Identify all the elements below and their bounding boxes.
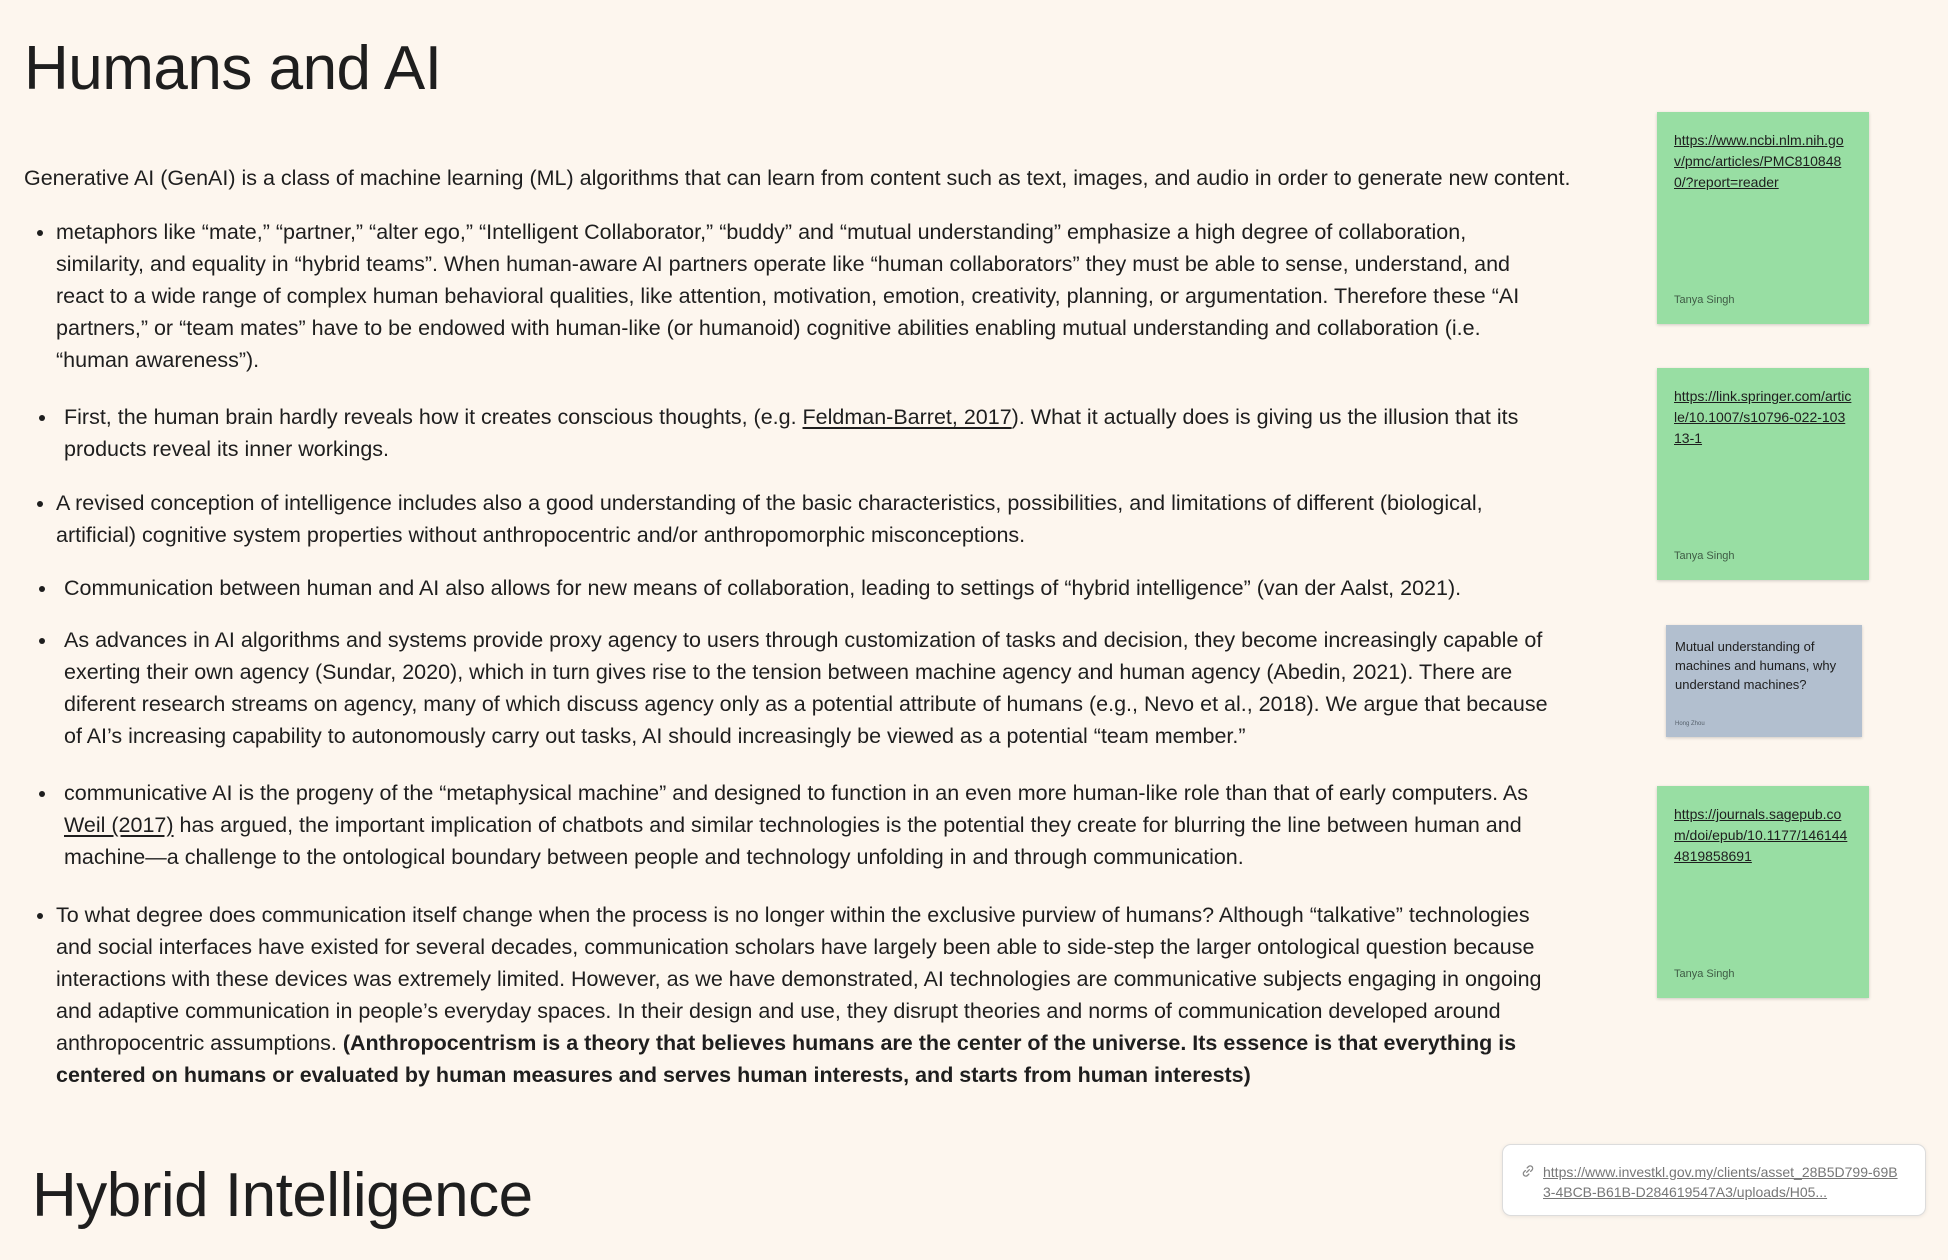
list-item	[24, 899, 1554, 1091]
bullet-text: A revised conception of intelligence includes also a good understanding of the basic characteristics, possibilities, and limitations of different (biological, artificial) cognitive system properties without anthropocentric and/or anthropomorphic misconceptions.	[56, 491, 1483, 547]
link-preview-card[interactable]	[1502, 1144, 1926, 1216]
citation-link-feldman[interactable]: Feldman-Barret, 2017	[802, 405, 1012, 429]
sticky-note-question[interactable]	[1666, 625, 1862, 737]
list-item	[24, 777, 1554, 873]
sticky-note-ncbi[interactable]	[1657, 112, 1869, 324]
bullet-text: has argued, the important implication of chatbots and similar technologies is the potential they create for blurring the line between human and machine—a challenge to the ontological boundary between people and technology unfolding in and through communication.	[64, 813, 1522, 869]
bullet-text: As advances in AI algorithms and systems provide proxy agency to users through customization of tasks and decision, they become increasingly capable of exerting their own agency (Sundar, 2020), which in turn gives rise to the tension between machine agency and human agency (Abedin, 2021). There are diferent research streams on agency, many of which discuss agency only as a potential attribute of humans (e.g., Nevo et al., 2018). We argue that because of AI’s increasing capability to autonomously carry out tasks, AI should increasingly be viewed as a potential “team member.”	[64, 628, 1548, 748]
note-text: Mutual understanding of machines and humans, why understand machines?	[1675, 639, 1837, 692]
page-title: Humans and AI	[24, 34, 442, 103]
citation-link-weil[interactable]: Weil (2017)	[64, 813, 174, 837]
note-author: Tanya Singh	[1674, 968, 1735, 980]
bullet-text: First, the human brain hardly reveals how it creates conscious thoughts, (e.g.	[64, 405, 803, 429]
list-item	[24, 572, 1554, 604]
section-heading: Hybrid Intelligence	[32, 1161, 533, 1230]
sticky-note-springer[interactable]	[1657, 368, 1869, 580]
note-author: Tanya Singh	[1674, 294, 1735, 306]
bullet-text: To what degree does communication itself change when the process is no longer within the exclusive purview of humans? Although “talkative” technologies and social interfaces have existed for several decades, communication scholars have largely been able to side-step the larger ontological question because interactions with these devices was extremely limited. However, as we have demonstrated, AI technologies are communicative subjects engaging in ongoing and adaptive communication in people’s everyday spaces. In their design and use, they disrupt theories and norms of communication developed around anthropocentric assumptions.	[56, 903, 1542, 1055]
list-item	[24, 216, 1554, 376]
note-link[interactable]: https://www.ncbi.nlm.nih.gov/pmc/articles/PMC8108480/?report=reader	[1674, 132, 1844, 190]
note-link[interactable]: https://link.springer.com/article/10.1007/s10796-022-10313-1	[1674, 388, 1852, 446]
bullet-text: Communication between human and AI also allows for new means of collaboration, leading to settings of “hybrid intelligence” (van der Aalst, 2021).	[64, 576, 1462, 600]
bullet-list	[24, 216, 1554, 1091]
note-author: Hong Zhou	[1675, 721, 1705, 727]
link-card-url[interactable]: https://www.investkl.gov.my/clients/asset_28B5D799-69B3-4BCB-B61B-D284619547A3/uploads/H05...	[1543, 1164, 1898, 1200]
list-item	[24, 624, 1554, 752]
note-author: Tanya Singh	[1674, 550, 1735, 562]
bullet-bold-text: (Anthropocentrism is a theory that believes humans are the center of the universe. Its essence is that everything is centered on humans or evaluated by human measures and serves human interests, and starts from human interests)	[56, 1031, 1517, 1087]
list-item	[24, 401, 1554, 465]
link-icon	[1521, 1164, 1535, 1178]
bullet-text: metaphors like “mate,” “partner,” “alter ego,” “Intelligent Collaborator,” “buddy” and “mutual understanding” emphasize a high degree of collaboration, similarity, and equality in “hybrid teams”. When human-aware AI partners operate like “human collaborators” they must be able to sense, understand, and react to a wide range of complex human behavioral qualities, like attention, motivation, emotion, creativity, planning, or argumentation. Therefore these “AI partners,” or “team mates” have to be endowed with human-like (or humanoid) cognitive abilities enabling mutual understanding and collaboration (i.e. “human awareness”).	[56, 220, 1520, 372]
note-link[interactable]: https://journals.sagepub.com/doi/epub/10.1177/1461444819858691	[1674, 806, 1848, 864]
sticky-note-sagepub[interactable]	[1657, 786, 1869, 998]
list-item	[24, 487, 1554, 551]
intro-paragraph: Generative AI (GenAI) is a class of machine learning (ML) algorithms that can learn from content such as text, images, and audio in order to generate new content.	[24, 166, 1571, 190]
bullet-text: ). What it actually does is giving us the illusion that its products reveal its inner workings.	[64, 405, 1519, 461]
bullet-text: communicative AI is the progeny of the “metaphysical machine” and designed to function in an even more human-like role than that of early computers. As	[64, 781, 1528, 805]
